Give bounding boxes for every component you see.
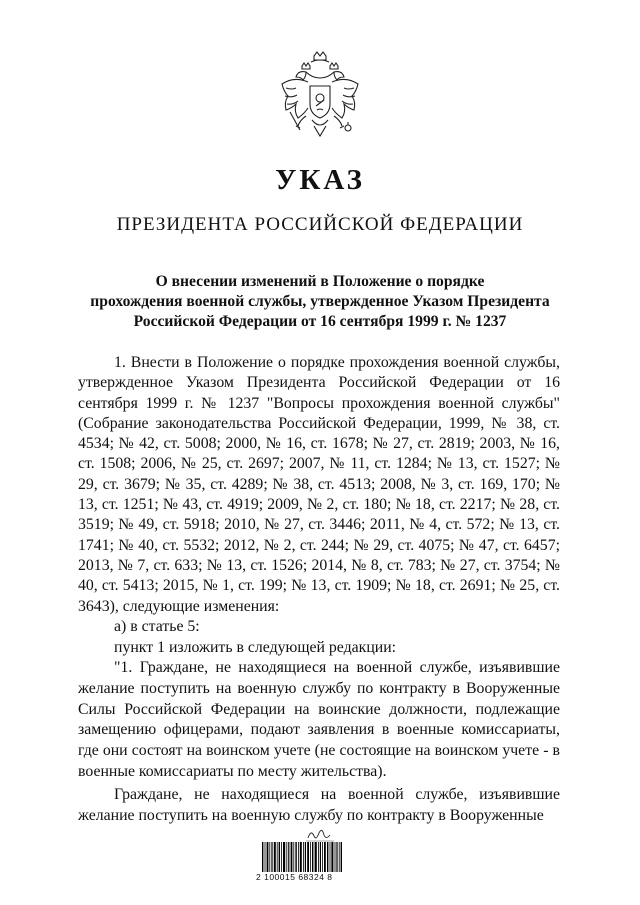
- coat-of-arms-emblem: [276, 50, 364, 150]
- document-authority: ПРЕЗИДЕНТА РОССИЙСКОЙ ФЕДЕРАЦИИ: [116, 214, 524, 235]
- barcode: [262, 842, 342, 872]
- body-paragraph: 1. Внести в Положение о порядке прохождения военной службы, утвержденное Указом Президента Российской Федерации от 16 сентября 1999 г. № 1237 "Вопросы прохождения военной службы" (Собрание законодательства Российской Федерации, 1999, № 38, ст. 4534; № 42, ст. 5008; 2000, № 16, ст. 1678; № 27, ст. 2819; 2003, № 16, ст. 1508; 2006, № 25, ст. 2697; 2007, № 11, ст. 1284; № 13, ст. 1527; № 29, ст. 3679; № 35, ст. 4289; № 38, ст. 4513; 2008, № 3, ст. 169, 170; № 13, ст. 1251; № 43, ст. 4919; 2009, № 2, ст. 180; № 18, ст. 2217; № 28, ст. 3519; № 49, ст. 5918; 2010, № 27, ст. 3446; 2011, № 4, ст. 572; № 13, ст. 1741; № 40, ст. 5532; 2012, № 2, ст. 244; № 29, ст. 4075; № 47, ст. 6457; 2013, № 7, ст. 633; № 13, ст. 1526; 2014, № 8, ст. 783; № 27, ст. 3754; № 40, ст. 5413; 2015, № 1, ст. 199; № 13, ст. 1909; № 18, ст. 2691; № 25, ст. 3643), следующие изменения:: [78, 354, 560, 615]
- body-paragraph: а) в статье 5:: [114, 617, 200, 635]
- decree-heading: [90, 272, 550, 332]
- body-paragraph: пункт 1 изложить в следующей редакции:: [114, 638, 397, 656]
- barcode-number: 2 100015 68324 8: [256, 872, 333, 882]
- decree-body: [78, 353, 560, 827]
- heading-line: О внесении изменений в Положение о порядке: [155, 273, 485, 290]
- document-title: УКАЗ: [275, 164, 365, 196]
- body-paragraph: Граждане, не находящиеся на военной службе, изъявившие желание поступить на военную службу по контракту в Вооруженные: [78, 786, 560, 825]
- body-paragraph: "1. Граждане, не находящиеся на военной службе, изъявившие желание поступить на военную службу по контракту в Вооруженные Силы Российской Федерации на воинские должности, подлежащие замещению офицерами, подают заявления в военные комиссариаты, где они состоят на воинском учете (не состоящие на воинском учете - в военные комиссариаты по месту жительства).: [78, 659, 560, 780]
- heading-line: прохождения военной службы, утвержденное Указом Президента: [90, 293, 550, 310]
- heading-line: Российской Федерации от 16 сентября 1999 г. № 1237: [133, 313, 507, 330]
